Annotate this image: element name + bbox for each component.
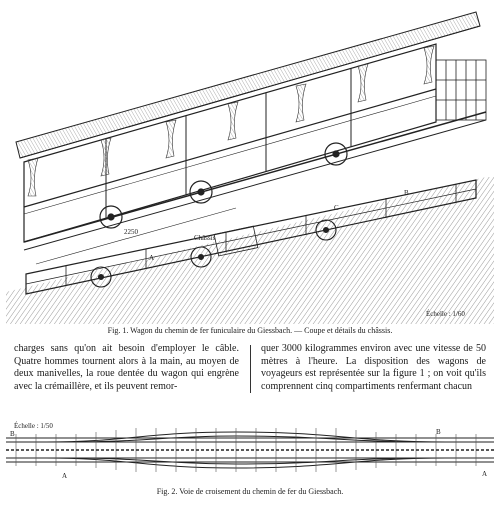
column-divider xyxy=(250,345,251,393)
chassis-label: Châssis xyxy=(194,234,216,242)
scale-label-fig2: Échelle : 1/50 xyxy=(14,422,53,430)
marker-a: A xyxy=(149,254,155,262)
dimension-label: 2250 xyxy=(124,228,138,236)
right-column-text: quer 3000 kilogrammes environ avec une vitesse de 50 mètres à l'heure. La disposition des wagons de voyageurs est représentée sur la figure 1 ; on voit qu'ils comprennent cinq compartiments renfermant chacun xyxy=(261,343,486,392)
marker-b: B xyxy=(404,189,409,197)
rails xyxy=(6,432,494,468)
figure-1-engraving xyxy=(6,2,494,324)
left-column-text: charges sans qu'on ait besoin d'employer le câble. Quatre hommes tournent alors à la main, au moyen de deux manivelles, la roue dentée du wagon qui engrène avec la crémaillère, et ils peuvent remor- xyxy=(14,343,239,392)
track-marker-a-right: A xyxy=(482,470,488,478)
figure-2-caption: Fig. 2. Voie de croisement du chemin de fer du Giessbach. xyxy=(156,487,344,496)
track-marker-a-left: A xyxy=(62,472,68,480)
wagon-roof xyxy=(16,12,480,158)
figure-1-caption: Fig. 1. Wagon du chemin de fer funiculaire du Giessbach. — Coupe et détails du châssis. xyxy=(107,326,393,335)
track-marker-b-right: B xyxy=(436,428,441,436)
marker-c: C xyxy=(334,204,339,212)
track-diagram xyxy=(6,418,494,482)
wagon-illustration xyxy=(6,2,494,324)
body-text xyxy=(14,343,488,417)
track-marker-b-left: B xyxy=(10,430,15,438)
figure-2-track-plan xyxy=(6,418,494,482)
balcony-railing xyxy=(436,60,486,120)
ground-hatching xyxy=(6,177,494,324)
scale-label-fig1: Échelle : 1/60 xyxy=(426,310,465,318)
